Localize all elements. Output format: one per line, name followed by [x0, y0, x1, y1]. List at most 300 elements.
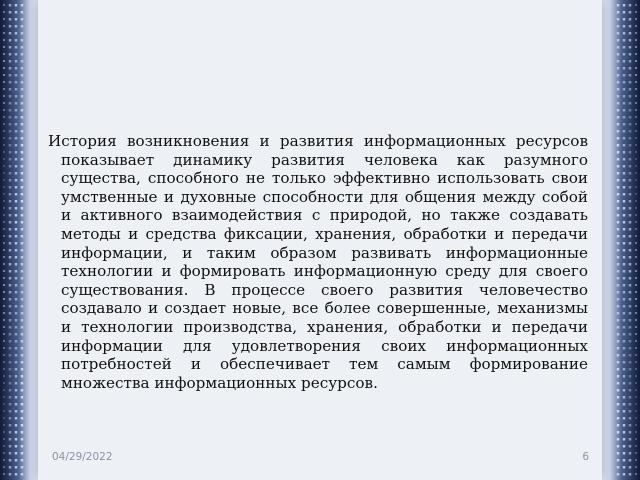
border-dot — [15, 200, 18, 203]
border-dot — [635, 158, 637, 160]
border-dot — [3, 32, 5, 34]
border-dot — [9, 473, 12, 476]
border-dot — [629, 347, 632, 350]
border-dot — [3, 347, 5, 349]
border-dot — [629, 102, 632, 105]
border-dot — [623, 396, 626, 399]
border-dot — [15, 375, 18, 378]
border-dot — [629, 179, 632, 182]
border-dot — [617, 389, 620, 392]
border-dot — [21, 158, 24, 161]
border-dot — [623, 459, 626, 462]
border-dot — [15, 4, 18, 7]
border-dot — [617, 102, 620, 105]
border-dot — [617, 242, 620, 245]
border-dot — [623, 95, 626, 98]
border-dot — [21, 340, 24, 343]
border-dot — [629, 277, 632, 280]
border-dot — [617, 347, 620, 350]
border-dot — [635, 179, 637, 181]
border-dot — [9, 186, 12, 189]
border-dot — [635, 438, 637, 440]
border-dot — [21, 137, 24, 140]
border-dot — [3, 298, 5, 300]
slide-date: 04/29/2022 — [52, 451, 113, 463]
border-dot — [617, 116, 620, 119]
border-dot — [623, 39, 626, 42]
border-dot — [15, 123, 18, 126]
border-dot — [21, 466, 24, 469]
border-dot — [635, 221, 637, 223]
border-dot — [623, 130, 626, 133]
border-dot — [15, 284, 18, 287]
border-dot — [15, 249, 18, 252]
border-dot — [629, 333, 632, 336]
border-dot — [629, 235, 632, 238]
border-dot — [3, 116, 5, 118]
border-dot — [3, 424, 5, 426]
border-dot — [623, 361, 626, 364]
border-dot — [635, 410, 637, 412]
border-dot — [623, 221, 626, 224]
border-dot — [623, 137, 626, 140]
border-dot — [623, 431, 626, 434]
border-dot — [3, 123, 5, 125]
border-dot — [15, 25, 18, 28]
border-dot — [617, 312, 620, 315]
border-dot — [617, 284, 620, 287]
border-dot — [9, 172, 12, 175]
border-dot — [15, 193, 18, 196]
border-dot — [3, 46, 5, 48]
border-dot — [21, 438, 24, 441]
border-dot — [617, 39, 620, 42]
border-dot — [3, 340, 5, 342]
border-dot — [15, 32, 18, 35]
border-dot — [629, 291, 632, 294]
border-dot — [9, 438, 12, 441]
border-dot — [635, 67, 637, 69]
border-dot — [623, 312, 626, 315]
border-dot — [623, 256, 626, 259]
border-dot — [623, 4, 626, 7]
border-dot — [629, 242, 632, 245]
border-dot — [629, 396, 632, 399]
border-dot — [617, 270, 620, 273]
border-dot — [15, 39, 18, 42]
border-dot — [21, 109, 24, 112]
border-dot — [629, 200, 632, 203]
border-dot — [635, 354, 637, 356]
border-dot — [617, 95, 620, 98]
border-dot — [617, 319, 620, 322]
border-dot — [617, 88, 620, 91]
border-dot — [9, 207, 12, 210]
border-dot — [3, 39, 5, 41]
border-dot — [629, 116, 632, 119]
border-dot — [3, 270, 5, 272]
border-dot — [3, 179, 5, 181]
border-dot — [9, 389, 12, 392]
border-dot — [9, 102, 12, 105]
border-dot — [21, 368, 24, 371]
border-dot — [623, 18, 626, 21]
border-dot — [3, 291, 5, 293]
border-dot — [15, 410, 18, 413]
border-dot — [15, 312, 18, 315]
border-dot — [9, 284, 12, 287]
border-dot — [21, 389, 24, 392]
border-dot — [15, 361, 18, 364]
border-dot — [3, 11, 5, 13]
border-dot — [3, 172, 5, 174]
border-dot — [629, 326, 632, 329]
border-dot — [3, 312, 5, 314]
border-dot — [623, 109, 626, 112]
border-dot — [15, 473, 18, 476]
border-dot — [635, 18, 637, 20]
border-dot — [623, 354, 626, 357]
border-dot — [3, 256, 5, 258]
border-dot — [629, 403, 632, 406]
border-dot — [617, 326, 620, 329]
border-dot — [15, 11, 18, 14]
border-dot — [617, 158, 620, 161]
border-dot — [3, 60, 5, 62]
border-dot — [3, 382, 5, 384]
border-dot — [21, 354, 24, 357]
border-dot — [623, 53, 626, 56]
border-dot — [3, 438, 5, 440]
border-dot — [21, 165, 24, 168]
border-dot — [3, 368, 5, 370]
border-dot — [21, 81, 24, 84]
border-dot — [15, 452, 18, 455]
border-dot — [15, 53, 18, 56]
border-dot — [9, 354, 12, 357]
border-dot — [15, 263, 18, 266]
border-dot — [9, 32, 12, 35]
body-paragraph: История возникновения и развития информационных ресурсов показывает динамику развития человека как разумного существа, способного не только эффективно использовать свои умственные и духовные способности для общения между собой и активного взаимодействия с природой, но также создавать методы и средства фиксации, хранения, обработки и передачи информации, и таким образом развивать информационные технологии и формировать информационную среду для своего существования. В процессе своего развития человечество создавало и создает новые, все более совершенные, механизмы и технологии производства, хранения, обработки и передачи информации для удовлетворения своих информационных потребностей и обеспечивает тем самым формирование множества информационных ресурсов. — [48, 132, 588, 392]
border-dot — [21, 95, 24, 98]
border-dot — [617, 305, 620, 308]
border-dot — [9, 144, 12, 147]
border-dot — [617, 235, 620, 238]
border-dot — [635, 263, 637, 265]
border-dot — [3, 221, 5, 223]
border-dot — [15, 326, 18, 329]
border-dot — [635, 270, 637, 272]
border-dot — [3, 263, 5, 265]
border-dot — [9, 452, 12, 455]
border-dot — [629, 312, 632, 315]
border-dot — [3, 333, 5, 335]
border-dot — [9, 193, 12, 196]
border-dot — [629, 4, 632, 7]
border-dot — [21, 298, 24, 301]
border-dot — [21, 67, 24, 70]
right-dot-pattern — [610, 0, 640, 480]
border-dot — [15, 235, 18, 238]
border-dot — [15, 347, 18, 350]
border-dot — [629, 88, 632, 91]
border-dot — [9, 39, 12, 42]
left-decorative-border — [0, 0, 30, 480]
border-dot — [617, 298, 620, 301]
border-dot — [15, 158, 18, 161]
border-dot — [3, 25, 5, 27]
border-dot — [617, 410, 620, 413]
border-dot — [635, 445, 637, 447]
border-dot — [21, 312, 24, 315]
border-dot — [15, 333, 18, 336]
border-dot — [21, 424, 24, 427]
border-dot — [21, 32, 24, 35]
border-dot — [623, 270, 626, 273]
border-dot — [623, 298, 626, 301]
border-dot — [3, 417, 5, 419]
border-dot — [623, 88, 626, 91]
border-dot — [3, 137, 5, 139]
border-dot — [3, 466, 5, 468]
border-dot — [629, 298, 632, 301]
border-dot — [629, 382, 632, 385]
border-dot — [623, 151, 626, 154]
border-dot — [21, 347, 24, 350]
border-dot — [3, 473, 5, 475]
border-dot — [617, 81, 620, 84]
border-dot — [9, 74, 12, 77]
border-dot — [617, 277, 620, 280]
border-dot — [3, 361, 5, 363]
border-dot — [629, 256, 632, 259]
border-dot — [617, 137, 620, 140]
border-dot — [9, 445, 12, 448]
border-dot — [623, 186, 626, 189]
border-dot — [9, 459, 12, 462]
border-dot — [635, 46, 637, 48]
border-dot — [15, 165, 18, 168]
border-dot — [629, 144, 632, 147]
border-dot — [9, 46, 12, 49]
border-dot — [623, 102, 626, 105]
border-dot — [617, 263, 620, 266]
border-dot — [21, 375, 24, 378]
border-dot — [15, 60, 18, 63]
border-dot — [15, 207, 18, 210]
border-dot — [9, 396, 12, 399]
border-dot — [617, 340, 620, 343]
border-dot — [3, 74, 5, 76]
border-dot — [9, 431, 12, 434]
border-dot — [617, 67, 620, 70]
border-dot — [623, 116, 626, 119]
border-dot — [623, 228, 626, 231]
border-dot — [629, 361, 632, 364]
border-dot — [623, 466, 626, 469]
border-dot — [9, 417, 12, 420]
border-dot — [21, 326, 24, 329]
border-dot — [21, 361, 24, 364]
border-dot — [617, 109, 620, 112]
border-dot — [3, 53, 5, 55]
border-dot — [21, 116, 24, 119]
border-dot — [635, 291, 637, 293]
border-dot — [635, 60, 637, 62]
border-dot — [9, 81, 12, 84]
border-dot — [21, 417, 24, 420]
border-dot — [629, 466, 632, 469]
border-dot — [617, 473, 620, 476]
border-dot — [629, 305, 632, 308]
right-decorative-border — [610, 0, 640, 480]
border-dot — [21, 39, 24, 42]
border-dot — [3, 319, 5, 321]
border-dot — [635, 382, 637, 384]
border-dot — [9, 249, 12, 252]
border-dot — [21, 144, 24, 147]
border-dot — [623, 277, 626, 280]
border-dot — [635, 466, 637, 468]
border-dot — [9, 151, 12, 154]
border-dot — [3, 151, 5, 153]
border-dot — [15, 445, 18, 448]
border-dot — [635, 368, 637, 370]
border-dot — [3, 18, 5, 20]
border-dot — [635, 39, 637, 41]
border-dot — [629, 368, 632, 371]
border-dot — [629, 389, 632, 392]
border-dot — [9, 165, 12, 168]
border-dot — [623, 319, 626, 322]
border-dot — [629, 123, 632, 126]
border-dot — [629, 60, 632, 63]
border-dot — [635, 396, 637, 398]
border-dot — [3, 459, 5, 461]
border-dot — [635, 81, 637, 83]
border-dot — [15, 424, 18, 427]
border-dot — [617, 179, 620, 182]
border-dot — [635, 459, 637, 461]
border-dot — [15, 46, 18, 49]
border-dot — [623, 165, 626, 168]
border-dot — [3, 403, 5, 405]
border-dot — [635, 431, 637, 433]
border-dot — [9, 179, 12, 182]
border-dot — [9, 25, 12, 28]
border-dot — [21, 186, 24, 189]
border-dot — [9, 60, 12, 63]
border-dot — [635, 186, 637, 188]
border-dot — [635, 193, 637, 195]
border-dot — [623, 445, 626, 448]
border-dot — [21, 270, 24, 273]
border-dot — [623, 193, 626, 196]
border-dot — [629, 193, 632, 196]
border-dot — [15, 88, 18, 91]
border-dot — [629, 375, 632, 378]
border-dot — [9, 263, 12, 266]
left-dot-pattern — [0, 0, 30, 480]
border-dot — [15, 354, 18, 357]
border-dot — [635, 375, 637, 377]
border-dot — [9, 137, 12, 140]
border-dot — [635, 249, 637, 251]
border-dot — [623, 158, 626, 161]
border-dot — [15, 221, 18, 224]
border-dot — [21, 396, 24, 399]
border-dot — [623, 123, 626, 126]
border-dot — [635, 200, 637, 202]
border-dot — [3, 354, 5, 356]
border-dot — [629, 39, 632, 42]
border-dot — [623, 46, 626, 49]
border-dot — [617, 382, 620, 385]
border-dot — [21, 123, 24, 126]
border-dot — [629, 67, 632, 70]
border-dot — [15, 214, 18, 217]
border-dot — [629, 228, 632, 231]
border-dot — [629, 151, 632, 154]
border-dot — [623, 473, 626, 476]
border-dot — [21, 11, 24, 14]
border-dot — [15, 18, 18, 21]
border-dot — [623, 305, 626, 308]
border-dot — [15, 130, 18, 133]
border-dot — [623, 389, 626, 392]
border-dot — [629, 137, 632, 140]
border-dot — [629, 473, 632, 476]
border-dot — [9, 88, 12, 91]
border-dot — [635, 389, 637, 391]
border-dot — [3, 88, 5, 90]
border-dot — [3, 284, 5, 286]
border-dot — [21, 172, 24, 175]
border-dot — [9, 67, 12, 70]
border-dot — [15, 270, 18, 273]
border-dot — [9, 305, 12, 308]
border-dot — [623, 207, 626, 210]
border-dot — [635, 424, 637, 426]
border-dot — [617, 18, 620, 21]
border-dot — [3, 95, 5, 97]
border-dot — [635, 88, 637, 90]
border-dot — [635, 109, 637, 111]
border-dot — [9, 333, 12, 336]
border-dot — [629, 417, 632, 420]
border-dot — [21, 263, 24, 266]
border-dot — [629, 263, 632, 266]
border-dot — [3, 452, 5, 454]
border-dot — [9, 256, 12, 259]
border-dot — [15, 74, 18, 77]
border-dot — [9, 53, 12, 56]
border-dot — [617, 46, 620, 49]
border-dot — [635, 144, 637, 146]
border-dot — [617, 186, 620, 189]
border-dot — [617, 11, 620, 14]
border-dot — [617, 228, 620, 231]
border-dot — [629, 459, 632, 462]
border-dot — [623, 326, 626, 329]
border-dot — [3, 242, 5, 244]
border-dot — [617, 424, 620, 427]
border-dot — [9, 95, 12, 98]
border-dot — [3, 102, 5, 104]
border-dot — [21, 333, 24, 336]
border-dot — [21, 235, 24, 238]
border-dot — [635, 298, 637, 300]
